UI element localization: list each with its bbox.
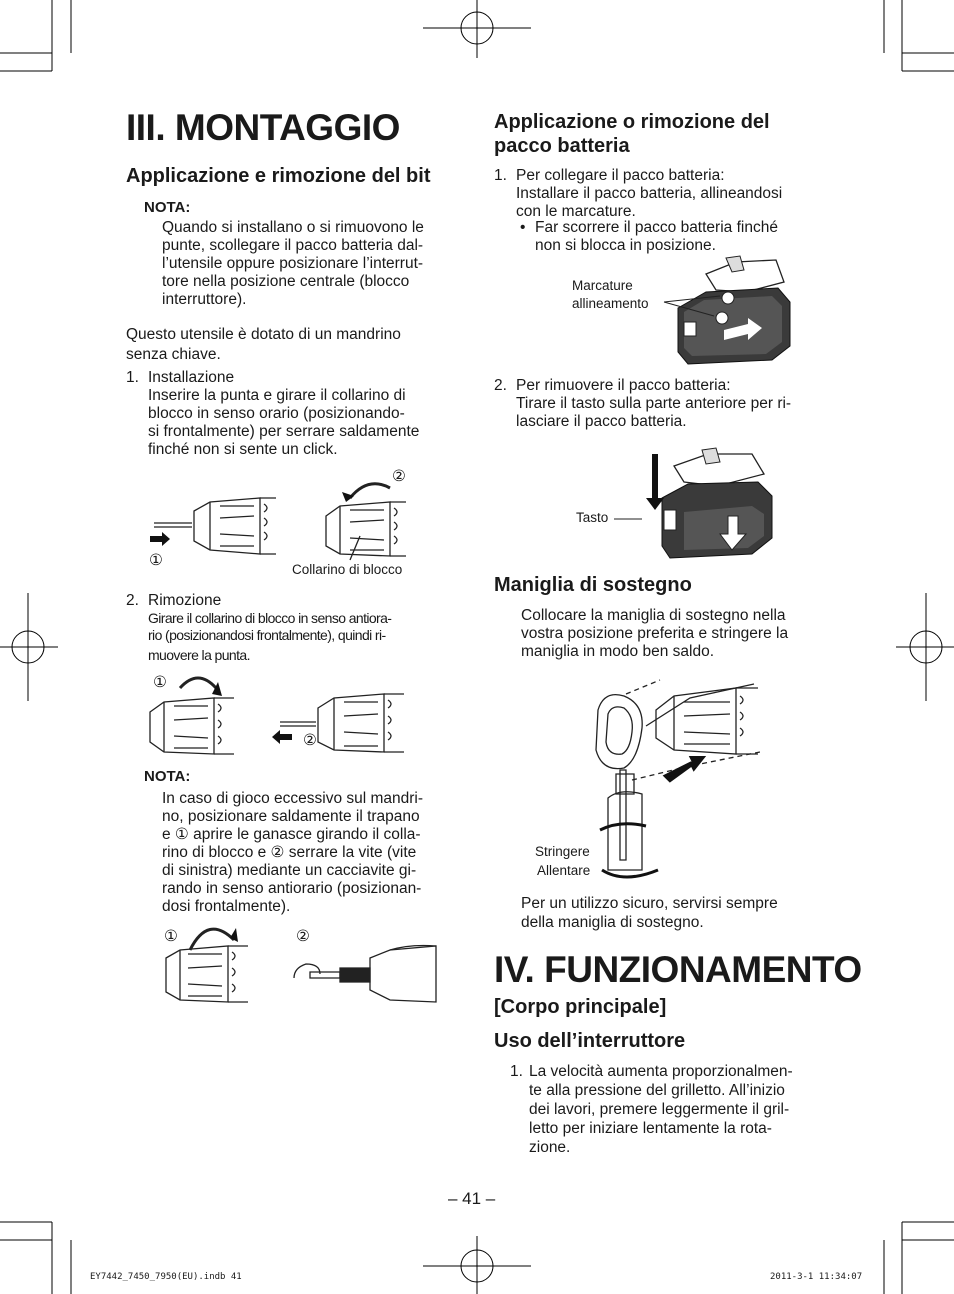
- figure-caption-collarino: Collarino di blocco: [292, 562, 403, 577]
- step-number: 1.: [494, 167, 507, 184]
- button-label-tasto: Tasto: [576, 510, 609, 525]
- chuck-removal-illustration: [140, 670, 440, 760]
- bullet: •: [520, 219, 526, 236]
- maniglia-text: Collocare la maniglia di sostegno nella vostra posizione preferita e stringere la maniglia in modo ben saldo.: [521, 607, 789, 660]
- nota-label: NOTA:: [144, 199, 191, 216]
- intro-text: Questo utensile è dotato di un mandrino senza chiave.: [126, 326, 401, 363]
- step-number: 2.: [494, 377, 507, 394]
- marker-2: ②: [303, 732, 317, 749]
- callout-lines: [660, 290, 780, 320]
- marker-1: ①: [149, 552, 163, 569]
- marker-2: ②: [296, 928, 310, 945]
- interruttore-text: La velocità aumenta proporzionalmen- te alla pressione del grilletto. All’inizio dei lavori, premere leggermente il gril- letto per iniziare lentamente la rota- zione.: [529, 1063, 793, 1156]
- label-allentare: Allentare: [537, 863, 591, 878]
- section-title-montaggio: III. MONTAGGIO: [126, 107, 400, 148]
- battery-heading: Applicazione o rimozione del pacco batteria: [494, 111, 770, 157]
- interruttore-heading: Uso dell’interruttore: [494, 1030, 686, 1052]
- page-number: – 41 –: [448, 1189, 496, 1208]
- label-stringere: Stringere: [535, 844, 590, 859]
- step-number: 1.: [126, 369, 139, 386]
- step-installazione: Installazione Inserire la punta e girare il collarino di blocco in senso orario (posizionando- si frontalmente) per serrare saldamente finché non si sente un click.: [148, 369, 420, 458]
- battery-remove-illustration: [634, 446, 774, 566]
- step-number: 2.: [126, 592, 139, 609]
- nota-text: Quando si installano o si rimuovono le punte, scollegare il pacco batteria dal- l’utensile oppure posizionare l’interrut- tore nella posizione centrale (blocco interruttore).: [162, 219, 424, 308]
- jaw-adjust-illustration: [160, 920, 460, 1010]
- battery-bullet-text: Far scorrere il pacco batteria finché non si blocca in posizione.: [535, 219, 778, 254]
- alignment-marks-label: Marcature allineamento: [572, 278, 649, 311]
- marker-2: ②: [392, 468, 406, 485]
- footer-file: EY7442_7450_7950(EU).indb 41: [90, 1272, 242, 1282]
- step-number: 1.: [510, 1063, 523, 1080]
- nota-label: NOTA:: [144, 768, 191, 785]
- footer-timestamp: 2011-3-1 11:34:07: [770, 1272, 863, 1282]
- step-rimozione-text: Girare il collarino di blocco in senso antiora- rio (posizionandosi frontalmente), quindi ri- muovere la punta.: [148, 610, 392, 663]
- corpo-principale-heading: [Corpo principale]: [494, 996, 667, 1018]
- section-title-funzionamento: IV. FUNZIONAMENTO: [494, 949, 862, 990]
- marker-1: ①: [153, 674, 167, 691]
- nota-text: In caso di gioco eccessivo sul mandri- no, posizionare saldamente il trapano e ① aprire le ganasce girando il colla- rino di blocco e ② serrare la vite (vite di sinistra) mediante un cacciavite gi- rando in senso antiorario (posizionan- dosi frontalmente).: [162, 790, 424, 915]
- battery-remove-text: Per rimuovere il pacco batteria: Tirare il tasto sulla parte anteriore per ri- lasciare il pacco batteria.: [516, 377, 792, 430]
- marker-1: ①: [164, 928, 178, 945]
- maniglia-heading: Maniglia di sostegno: [494, 574, 692, 596]
- bit-heading: Applicazione e rimozione del bit: [126, 165, 431, 187]
- battery-attach-text: Per collegare il pacco batteria: Installare il pacco batteria, allineandosi con le marcature.: [516, 167, 783, 220]
- callout-line: [614, 517, 644, 521]
- maniglia-safety-text: Per un utilizzo sicuro, servirsi sempre della maniglia di sostegno.: [521, 895, 778, 931]
- step-rimozione-title: Rimozione: [148, 592, 222, 609]
- side-handle-illustration: [590, 670, 770, 890]
